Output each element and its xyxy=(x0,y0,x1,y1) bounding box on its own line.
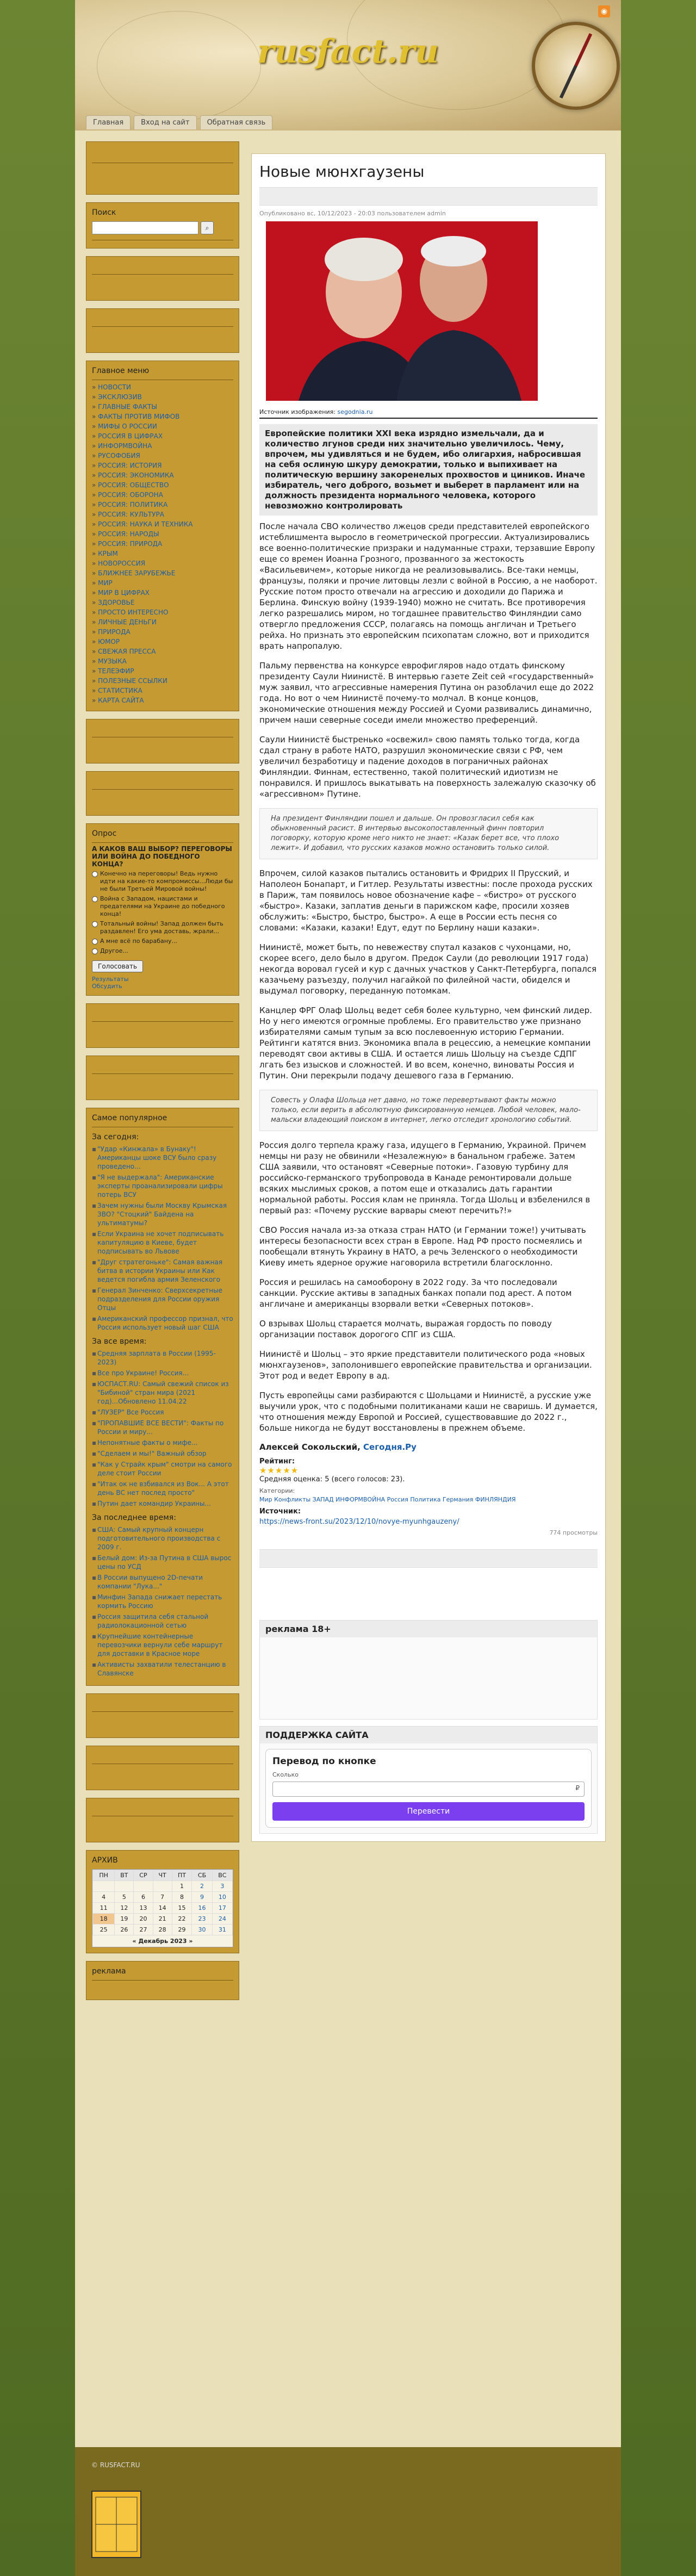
today-subtitle: За сегодня: xyxy=(92,1133,139,1141)
counter-badge-icon[interactable] xyxy=(91,2491,141,2558)
ads-section-title: реклама 18+ xyxy=(260,1621,597,1637)
menu-item[interactable]: » РОССИЯ: ОБОРОНА xyxy=(92,490,233,500)
calendar-day[interactable]: 6 xyxy=(134,1892,153,1903)
calendar-day[interactable]: 9 xyxy=(192,1892,212,1903)
share-bar xyxy=(259,187,598,206)
ads-block xyxy=(86,1961,239,2000)
menu-item[interactable]: » МИР xyxy=(92,578,233,588)
article-lead: Европейские политики XXI века изрядно измельчали, да и количество лгунов среди них значительно увеличилось. Чему, впрочем, мы удивляться и не будем, ибо олигархия, набросившая на себя ослиную шкуру демократии, только и выпихивает на политическую вершину закоренелых прохвостов и циников. Иначе избиратель, чего доброго, возьмет и выберет в парламент или на должность президента нормального человека, которого невозможно контролировать xyxy=(259,424,598,516)
popular-link[interactable]: ▪ Непонятные факты о мифе... xyxy=(92,1438,233,1447)
sidebar xyxy=(86,141,239,2008)
popular-link[interactable]: ▪ Американский профессор признал, что Россия использует новый шаг США xyxy=(92,1314,233,1332)
translate-input[interactable] xyxy=(272,1782,585,1797)
menu-item[interactable]: » БЛИЖНЕЕ ЗАРУБЕЖЬЕ xyxy=(92,568,233,578)
calendar-day[interactable]: 10 xyxy=(212,1892,232,1903)
article-quote: На президент Финляндии пошел и дальше. Он провозгласил себя как обыкновенный расист. В интервью высокопоставленный финн повторил поговорку, которую кроме него никто не знает: «Казак берет все, что плохо лежит». И добавил, что русских казаков можно остановить только силой. xyxy=(259,808,598,859)
nav-tab-home[interactable]: Главная xyxy=(86,115,130,129)
article-paragraph: Пусть европейцы сами разбираются с Шольцами и Ниинистё, а русские уже выучили урок, что с подобными политиканами каши не сваришь. И думается, что отношения между Европой и Россией, существовавшие до 2022 г., больше никогда не будут восстановлены в прежнем объеме. xyxy=(259,1391,598,1433)
calendar-day[interactable]: 7 xyxy=(153,1892,172,1903)
site-footer xyxy=(75,2447,621,2576)
popular-link[interactable]: ▪ США: Самый крупный концерн подготовительного производства с 2009 г. xyxy=(92,1525,233,1551)
search-input[interactable] xyxy=(92,221,198,234)
sidebar-block-empty xyxy=(86,256,239,301)
poll-option[interactable]: А мне всё по барабану... xyxy=(92,938,233,945)
calendar-day xyxy=(153,1881,172,1892)
article-image xyxy=(266,221,538,401)
popular-link[interactable]: ▪ Минфин Запада снижает перестать кормить Россию xyxy=(92,1593,233,1610)
menu-item[interactable]: » СТАТИСТИКА xyxy=(92,686,233,696)
menu-item[interactable]: » ПРИРОДА xyxy=(92,627,233,637)
popular-link[interactable]: ▪ В России выпущено 2D-печати компании "Лука..." xyxy=(92,1573,233,1591)
poll-option[interactable]: Война с Западом, нацистами и предателями на Украине до победного конца! xyxy=(92,895,233,918)
calendar-day-header: ПТ xyxy=(172,1870,192,1881)
archive-block xyxy=(86,1850,239,1953)
latest-subtitle: За последнее время: xyxy=(92,1513,176,1522)
ads-section xyxy=(259,1620,598,1720)
rating-block xyxy=(259,1457,598,1483)
search-title: Поиск xyxy=(92,208,116,217)
article-paragraph: СВО Россия начала из-за отказа стран НАТО (и Германии тоже!) учитывать интересы безопасности всех стран в Европе. Над РФ просто посмеялись и пообещали втянуть Украину в НАТО, а речь Зеленского о необходимости Киеву иметь ядерное оружие наговорила встретили благосклонно. xyxy=(259,1225,586,1268)
popular-link[interactable]: ▪ Путин дает командир Украины... xyxy=(92,1499,233,1508)
popular-link[interactable]: ▪ "Как у Страйк крым" смотри на самого деле стоит России xyxy=(92,1460,233,1478)
image-source-link[interactable]: segodnia.ru xyxy=(337,408,373,415)
share-bar xyxy=(259,1549,598,1568)
article-meta: Опубликовано вс, 10/12/2023 - 20:03 пользователем admin xyxy=(259,210,446,217)
calendar-day[interactable]: 19 xyxy=(115,1914,134,1925)
calendar-day[interactable]: 13 xyxy=(134,1903,153,1914)
calendar-day-today[interactable]: 18 xyxy=(93,1914,115,1925)
menu-item[interactable]: » КРЫМ xyxy=(92,549,233,558)
calendar-day-header: ВТ xyxy=(115,1870,134,1881)
poll-option[interactable]: Конечно на переговоры! Ведь нужно идти на какие-то компромиссы...Люди бы не были Третьей Мировой войны! xyxy=(92,870,233,893)
rss-icon[interactable]: ◉ xyxy=(598,5,610,17)
menu-item[interactable]: » РОССИЯ: КУЛЬТУРА xyxy=(92,510,233,519)
popular-link[interactable]: ▪ ЮСПАСТ.RU: Самый свежий список из "Бибиной" стран мира (2021 год)...Обновлено 11.04.22 xyxy=(92,1380,233,1406)
footer-copyright: © RUSFACT.RU xyxy=(91,2461,140,2469)
search-block xyxy=(86,202,239,249)
calendar-prev-icon[interactable]: « xyxy=(132,1938,136,1945)
translate-widget xyxy=(265,1749,592,1828)
calendar-day[interactable]: 25 xyxy=(93,1925,115,1935)
calendar-day[interactable]: 24 xyxy=(212,1914,232,1925)
menu-item[interactable]: » РОССИЯ: ОБЩЕСТВО xyxy=(92,480,233,490)
popular-link[interactable]: ▪ Средняя зарплата в России (1995-2023) xyxy=(92,1349,233,1367)
menu-item[interactable]: » КАРТА САЙТА xyxy=(92,696,233,705)
menu-item[interactable]: » РОССИЯ: ПРИРОДА xyxy=(92,539,233,549)
source-link[interactable]: https://news-front.su/2023/12/10/novye-myunhgauzeny/ xyxy=(259,1518,459,1526)
translate-button[interactable]: Перевести xyxy=(272,1802,585,1821)
menu-item[interactable]: » СВЕЖАЯ ПРЕССА xyxy=(92,647,233,656)
star-rating-icon[interactable]: ★★★★★ xyxy=(259,1466,299,1475)
calendar-day[interactable]: 22 xyxy=(172,1914,192,1925)
calendar-day[interactable]: 8 xyxy=(172,1892,192,1903)
menu-item[interactable]: » МИР В ЦИФРАХ xyxy=(92,588,233,598)
article-photo xyxy=(266,221,538,401)
popular-link[interactable]: ▪ "Удар «Кинжала» в Бунаку"! Американцы шоке ВСУ было сразу проведено... xyxy=(92,1145,233,1171)
archive-title: АРХИВ xyxy=(92,1856,118,1865)
menu-item[interactable]: » РОССИЯ В ЦИФРАХ xyxy=(92,431,233,441)
menu-item[interactable]: » ИНФОРМВОЙНА xyxy=(92,441,233,451)
calendar-day-header: СБ xyxy=(192,1870,212,1881)
sidebar-block-empty xyxy=(86,1056,239,1100)
article-author: Алексей Сокольский, Сегодня.Ру xyxy=(259,1442,417,1452)
sidebar-block-empty xyxy=(86,1003,239,1048)
alltime-subtitle: За все время: xyxy=(92,1337,147,1346)
menu-item[interactable]: » ЗДОРОВЬЕ xyxy=(92,598,233,607)
article-paragraph: Ниинистё и Шольц – это яркие представители политического рода «новых мюнхгаузенов», заполонившего европейские правительства и организации. Этот род и ведет Европу в ад. xyxy=(259,1349,592,1381)
translate-section xyxy=(259,1726,598,1834)
calendar-day xyxy=(93,1881,115,1892)
main-nav xyxy=(75,113,621,131)
popular-link[interactable]: ▪ "Итак ок не взбивался из Вок... А этот день ВС нет послед просто" xyxy=(92,1480,233,1497)
article-body xyxy=(259,521,598,1433)
menu-item[interactable]: » ФАКТЫ ПРОТИВ МИФОВ xyxy=(92,412,233,421)
poll-title: Опрос xyxy=(92,829,117,838)
sidebar-block-empty xyxy=(86,1693,239,1738)
menu-item[interactable]: » РОССИЯ: ИСТОРИЯ xyxy=(92,461,233,470)
menu-item[interactable]: » ГЛАВНЫЕ ФАКТЫ xyxy=(92,402,233,412)
sidebar-block-empty xyxy=(86,771,239,816)
radio-icon[interactable] xyxy=(92,948,98,954)
menu-item[interactable]: » ПОЛЕЗНЫЕ ССЫЛКИ xyxy=(92,676,233,686)
calendar-day[interactable]: 20 xyxy=(134,1914,153,1925)
translate-section-title: ПОДДЕРЖКА САЙТА xyxy=(260,1727,597,1743)
calendar-day[interactable]: 1 xyxy=(172,1881,192,1892)
calendar-day[interactable]: 21 xyxy=(153,1914,172,1925)
calendar-day[interactable]: 14 xyxy=(153,1903,172,1914)
popular-link[interactable]: ▪ Если Украина не хочет подписывать капитуляцию в Киеве, будет подписывать во Львове xyxy=(92,1230,233,1256)
sidebar-block-empty xyxy=(86,1746,239,1790)
article-paragraph: О взрывах Шольц старается молчать, выражая гордость по поводу организации поставок дорогого СПГ из США. xyxy=(259,1319,552,1339)
poll-results-link[interactable]: Результаты xyxy=(92,976,129,983)
view-count: 774 просмотры xyxy=(549,1529,598,1536)
popular-link[interactable]: ▪ "Сделаем и мы!" Важный обзор xyxy=(92,1449,233,1458)
menu-item[interactable]: » ЭКСКЛЮЗИВ xyxy=(92,392,233,402)
page-title: Новые мюнхгаузены xyxy=(259,163,425,181)
calendar-day[interactable]: 30 xyxy=(192,1925,212,1935)
search-button[interactable]: ⌕ xyxy=(201,221,214,234)
menu-item[interactable]: » ТЕЛЕЭФИР xyxy=(92,666,233,676)
menu-item[interactable]: » МИФЫ О РОССИИ xyxy=(92,421,233,431)
menu-item[interactable]: » ЛИЧНЫЕ ДЕНЬГИ xyxy=(92,617,233,627)
popular-block xyxy=(86,1108,239,1686)
rating-text: Средняя оценка: 5 (всего голосов: 23). xyxy=(259,1475,405,1483)
menu-item[interactable]: » НОВОРОССИЯ xyxy=(92,558,233,568)
nav-tab-login[interactable]: Вход на сайт xyxy=(134,115,196,129)
vote-button[interactable]: Голосовать xyxy=(92,960,143,972)
calendar-day-header: ЧТ xyxy=(153,1870,172,1881)
poll-discuss-link[interactable]: Обсудить xyxy=(92,983,122,990)
popular-link[interactable]: ▪ "ПРОПАВШИЕ ВСЕ ВЕСТИ": Факты по России и миру... xyxy=(92,1419,233,1436)
calendar xyxy=(92,1869,233,1947)
menu-item[interactable]: » РОССИЯ: ЭКОНОМИКА xyxy=(92,470,233,480)
calendar-day-header: ВС xyxy=(212,1870,232,1881)
calendar-day[interactable]: 12 xyxy=(115,1903,134,1914)
sidebar-block-empty xyxy=(86,1798,239,1842)
calendar-day-header: СР xyxy=(134,1870,153,1881)
calendar-day[interactable]: 11 xyxy=(93,1903,115,1914)
popular-link[interactable]: ▪ Крупнейшие контейнерные перевозчики вернули себе маршрут для доставки в Красное море xyxy=(92,1632,233,1658)
site-header xyxy=(75,0,621,131)
sidebar-block-empty xyxy=(86,141,239,195)
categories: Категории: Мир Конфликты ЗАПАД ИНФОРМВОЙНА Россия Политика Германия ФИНЛЯНДИЯ xyxy=(259,1487,516,1503)
author-source-link[interactable]: Сегодня.Ру xyxy=(363,1442,417,1452)
translate-label: Сколько xyxy=(272,1771,299,1778)
main-menu xyxy=(86,361,239,711)
calendar-day[interactable]: 23 xyxy=(192,1914,212,1925)
nav-tab-feedback[interactable]: Обратная связь xyxy=(200,115,273,129)
radio-icon[interactable] xyxy=(92,921,98,927)
popular-link[interactable]: ▪ Белый дом: Из-за Путина в США вырос цены по УСД xyxy=(92,1554,233,1571)
menu-item[interactable]: » РОССИЯ: НАУКА И ТЕХНИКА xyxy=(92,519,233,529)
main-content xyxy=(251,153,606,1842)
calendar-day[interactable]: 4 xyxy=(93,1892,115,1903)
main-menu-title: Главное меню xyxy=(92,367,150,375)
popular-link[interactable]: ▪ Все про Украине! Россия... xyxy=(92,1369,233,1377)
calendar-day[interactable]: 29 xyxy=(172,1925,192,1935)
article-paragraph: Россия и решилась на самооборону в 2022 году. За что последовали санкции. Русские активы в западных банках попали под арест. А потом англичане и американцы взорвали ветки «Северных потоков». xyxy=(259,1277,572,1309)
source-label: Источник: xyxy=(259,1507,301,1516)
popular-link[interactable]: ▪ "ЛУЗЕР" Все Россия xyxy=(92,1408,233,1417)
menu-item[interactable]: » ПРОСТО ИНТЕРЕСНО xyxy=(92,607,233,617)
menu-item[interactable]: » МУЗЫКА xyxy=(92,656,233,666)
popular-link[interactable]: ▪ Зачем нужны были Москву Крымская ЗВО? "Стоцкий" Байдена на ультиматумы? xyxy=(92,1201,233,1227)
poll-option[interactable]: Тотальный войны! Запад должен быть раздавлен! Его ума доставь, жрали... xyxy=(92,920,233,935)
calendar-day[interactable]: 28 xyxy=(153,1925,172,1935)
calendar-day[interactable]: 27 xyxy=(134,1925,153,1935)
calendar-day xyxy=(115,1881,134,1892)
poll-option[interactable]: Другое... xyxy=(92,947,233,955)
menu-item[interactable]: » РОССИЯ: НАРОДЫ xyxy=(92,529,233,539)
radio-icon[interactable] xyxy=(92,871,98,877)
popular-link[interactable]: ▪ "Я не выдержала": Американские эксперты проанализировали цифры потерь ВСУ xyxy=(92,1173,233,1199)
menu-item[interactable]: » НОВОСТИ xyxy=(92,382,233,392)
poll-question: А КАКОВ ВАШ ВЫБОР? ПЕРЕГОВОРЫ ИЛИ ВОЙНА ДО ПОБЕДНОГО КОНЦА? xyxy=(92,845,232,868)
menu-item[interactable]: » РУСОФОБИЯ xyxy=(92,451,233,461)
translate-title: Перевод по кнопке xyxy=(272,1756,376,1767)
sidebar-block-empty xyxy=(86,308,239,353)
sidebar-block-empty xyxy=(86,719,239,764)
popular-link[interactable]: ▪ Россия защитила себя стальной радиолокационной сетью xyxy=(92,1612,233,1630)
article-paragraph: Канцлер ФРГ Олаф Шольц ведет себя более культурно, чем финский лидер. Но у него имеются огромные проблемы. Его правительство уже признано избирателями самым тупым за всю послевоенную историю Германии. Рейтинги катятся вниз. Экономика впала в рецессию, а немецкие компании переводят свои активы в США. И остается лишь Шольцу на съезде СДПГ лгать без изысков и сложностей. И во всем, конечно, виноваты Россия и Путин. Они перекрыли подачу дешевого газа в Германию. xyxy=(259,1005,592,1081)
radio-icon[interactable] xyxy=(92,939,98,945)
poll-block xyxy=(86,823,239,996)
calendar-day[interactable]: 26 xyxy=(115,1925,134,1935)
calendar-day[interactable]: 31 xyxy=(212,1925,232,1935)
spacer xyxy=(252,1571,605,1620)
popular-link[interactable]: ▪ Активисты захватили телестанцию в Славянске xyxy=(92,1660,233,1678)
calendar-next-icon[interactable]: » xyxy=(189,1938,193,1945)
popular-link[interactable]: ▪ "Друг стратегоньке": Самая важная битва в истории Украины или Как ведется погибла армия Зеленского xyxy=(92,1258,233,1284)
calendar-day-header: ПН xyxy=(93,1870,115,1881)
category-links[interactable]: Мир Конфликты ЗАПАД ИНФОРМВОЙНА Россия Политика Германия ФИНЛЯНДИЯ xyxy=(259,1496,516,1503)
rating-title: Рейтинг: xyxy=(259,1457,295,1466)
calendar-day[interactable]: 2 xyxy=(192,1881,212,1892)
article-quote: Совесть у Олафа Шольца нет давно, но тоже перевертывают факты можно только, если верить в абсолютную фиксированную немцев. Любой человек, мало-мальски владеющий поиском в интернет, легко отследит хронологию событий. xyxy=(259,1090,598,1131)
radio-icon[interactable] xyxy=(92,896,98,902)
menu-item[interactable]: » РОССИЯ: ПОЛИТИКА xyxy=(92,500,233,510)
article-paragraph: После начала СВО количество лжецов среди представителей европейского истеблишмента выросло в геометрической прогрессии. Актуализировались все военно-политические призраки и надуманные страхи, терзавшие Европу еще со времен Иоанна Грозного, прозванного за жестокость «Васильевичем», которые никогда не реализовывались. Все-таки немцы, французы, поляки и прочие литовцы лезли с войной в Россию, а не наоборот. Русские потом просто отвечали на агрессию и доходили до Парижа и Берлина. Финскую войну (1939-1940) можно не считать. Все противоречия легко разрешались миром, но тогдашнее правительство Финляндии само отвергло предложения СССР, полагаясь на помощь англичан и Третьего рейха. Но признать это европейским психопатам сложно, вот и приходится врать напропалую. xyxy=(259,522,598,651)
article-paragraph: Впрочем, силой казаков пытались остановить и Фридрих II Прусский, и Наполеон Бонапарт, и Гитлер. Результаты известны: после прохода русских в Париж, там появилось новое обозначение кафе – «бистро» от русского «быстро». Казаки, заплатив деньги в парижском кафе, просили хозяев обслужить: «Быстро, быстро, быстро». А еще в России есть песня со словами: «Казаки, казаки! Едут, едут по Берлину наши казаки». xyxy=(259,868,593,933)
calendar-day[interactable]: 15 xyxy=(172,1903,192,1914)
popular-title: Самое популярное xyxy=(92,1114,167,1122)
calendar-day[interactable]: 5 xyxy=(115,1892,134,1903)
site-logo[interactable]: rusfact.ru xyxy=(257,33,439,71)
ads-title: реклама xyxy=(92,1967,126,1976)
image-source: Источник изображения: segodnia.ru xyxy=(259,406,598,419)
article-paragraph: Пальму первенства на конкурсе еврофигляров надо отдать финскому президенту Саули Ниинистё. В интервью газете Zeit сей «государственный» муж заявил, что агрессивные намерения Путина он разоблачил еще до 2022 года. Но вот о чем Ниинистё почему-то молчал. В конце концов, экономические отношения между Россией и Суоми развивались динамично, причем наши северные соседи имели множество преференций. xyxy=(259,661,594,725)
currency-icon: ₽ xyxy=(575,1784,580,1792)
menu-item[interactable]: » ЮМОР xyxy=(92,637,233,647)
calendar-day[interactable]: 16 xyxy=(192,1903,212,1914)
calendar-month: Декабрь 2023 xyxy=(138,1938,187,1945)
article-paragraph: Россия долго терпела кражу газа, идущего в Германию, Украиной. Причем немцы ни разу не обвинили «Незалежную» в банальном грабеже. Затем США заявили, что остановят «Северные потоки». Газовую турбину для российско-германского трубопровода в Канаде ремонтировали дольше всяких мыслимых сроков, а потом еще и отказались дать гарантии нормальной работы. Россия клам не приняла. Тогда Шольц и взбеленился в первый раз: «Почему русские варвары смеют перечить?!» xyxy=(259,1140,591,1215)
calendar-day[interactable]: 17 xyxy=(212,1903,232,1914)
article-paragraph: Саули Ниинистё быстренько «освежил» свою память только тогда, когда сдал страну в работе НАТО, разрушил экономические связи с РФ, чем увеличил безработицу и падение доходов в пограничных районах Финляндии. Финнам, естественно, такой политический идиотизм не понравился. И пришлось выкатывать на поверхность залежалую сказочку об «агрессивном» Путине. xyxy=(259,735,596,799)
calendar-day[interactable]: 3 xyxy=(212,1881,232,1892)
article-paragraph: Ниинистё, может быть, по невежеству спутал казаков с чухонцами, но, скорее всего, дело было в другом. Предок Саули (до революции 1917 года) некогда воровал гусей и кур с дачных участков у Санкт-Петербурга, попался казачьему разъезду, получил нагайкой по филейной части, обиделся и выдумал поговорку, переданную потомкам. xyxy=(259,942,597,996)
popular-link[interactable]: ▪ Генерал Зинченко: Сверхсекретные подразделения для России оружия Отцы xyxy=(92,1286,233,1312)
calendar-day xyxy=(134,1881,153,1892)
